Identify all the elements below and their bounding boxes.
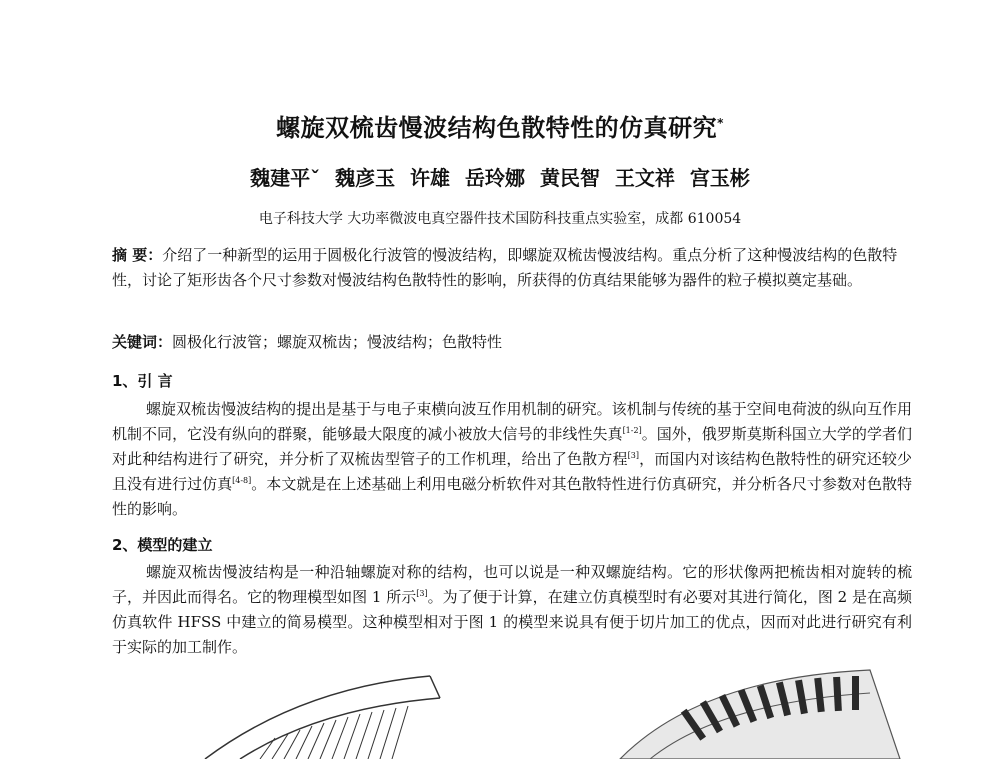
keywords-text: 圆极化行波管；螺旋双梳齿；慢波结构；色散特性 [172,333,503,351]
keywords-label: 关键词： [112,333,173,351]
citation: [1-2] [622,426,642,435]
section-1-paragraph: 螺旋双梳齿慢波结构的提出是基于与电子束横向波互作用机制的研究。该机制与传统的基于空间电荷波的纵向互作用机制不同，它没有纵向的群聚，能够最大限度的减小被放大信号的非线性失真[1-2]。国外，俄罗斯莫斯科国立大学的学者们对此种结构进行了研究，并分析了双梳齿型管子的工作机理，给出了色散方程[3]，而国内对该结构色散特性的研究还较少且没有进行过仿真[4-8]。本文就是在上述基础上利用电磁分析软件对其色散特性进行仿真研究，并分析各尺寸参数对色散特性的影响。 [112,400,912,518]
affiliation: 电子科技大学 大功率微波电真空器件技术国防科技重点实验室，成都 610054 [258,211,742,227]
abstract-label: 摘 要： [112,246,163,264]
title-footnote-mark: * [717,116,724,130]
figure-1-drawing [205,676,440,759]
abstract-text: 介绍了一种新型的运用于圆极化行波管的慢波结构，即螺旋双梳齿慢波结构。重点分析了这种慢波结构的色散特性，讨论了矩形齿各个尺寸参数对慢波结构色散特性的影响，所获得的仿真结果能够为器件的粒子模拟奠定基础。 [112,246,898,289]
keywords [112,330,912,355]
abstract [112,243,912,293]
author-list: 魏建平ˇ 魏彦玉 许雄 岳玲娜 黄民智 王文祥 宫玉彬 [250,166,750,190]
figure-partial [0,668,1000,759]
citation: [3] [416,589,428,598]
section-2-heading: 2、模型的建立 [112,536,213,554]
figure-2-drawing [620,670,900,759]
citation: [4-8] [232,476,252,485]
section-1-heading: 1、引 言 [112,372,173,390]
section-2-paragraph: 螺旋双梳齿慢波结构是一种沿轴螺旋对称的结构，也可以说是一种双螺旋结构。它的形状像两把梳齿相对旋转的梳子，并因此而得名。它的物理模型如图 1 所示[3]。为了便于计算，在建立仿真模型时有必要对其进行简化，图 2 是在高频仿真软件 HFSS 中建立的简易模型。这种模型相对于图 1 的模型来说具有便于切片加工的优点，因而对此进行研究有利于实际的加工制作。 [112,563,912,656]
citation: [3] [627,451,639,460]
paper-title: 螺旋双梳齿慢波结构色散特性的仿真研究* [276,114,724,142]
